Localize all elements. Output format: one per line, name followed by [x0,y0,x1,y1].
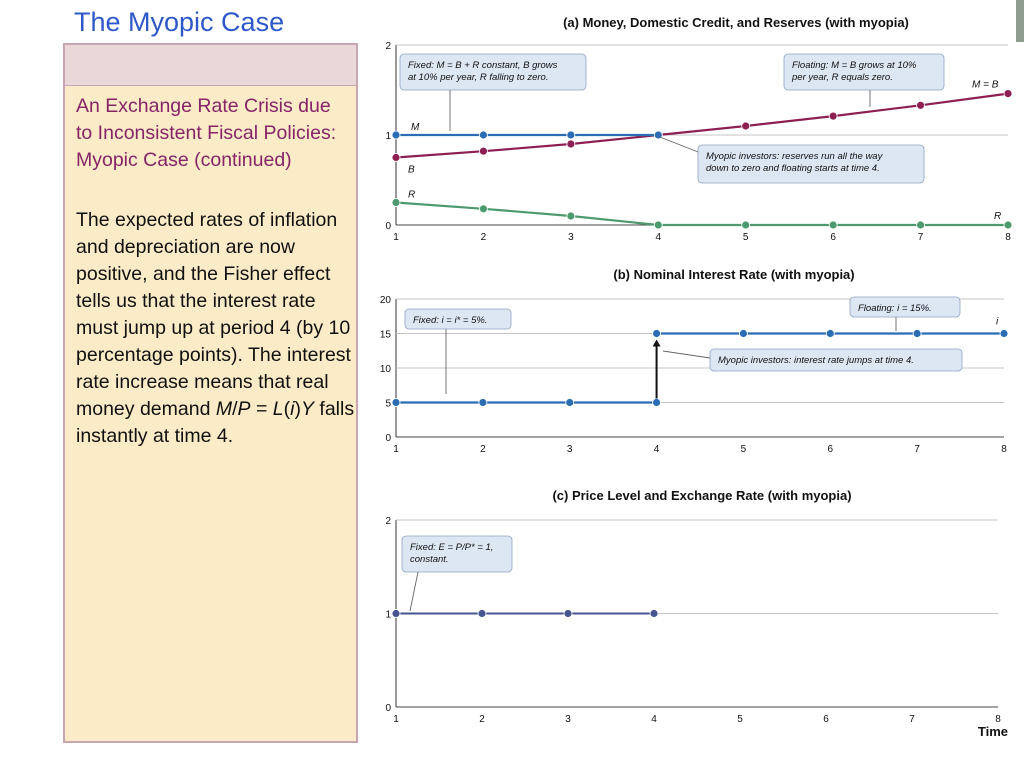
x-tick-label: 7 [917,232,924,243]
annotation-text: Fixed: M = B + R constant, B grows [408,60,558,71]
data-point [1004,90,1012,98]
x-tick-label: 1 [393,444,399,455]
data-point [392,131,400,139]
y-tick-label: 20 [379,295,391,306]
y-tick-label: 10 [379,364,391,375]
data-point [1000,330,1008,338]
data-point [479,147,487,155]
charts-svg [360,0,1016,744]
x-tick-label: 1 [393,232,399,243]
x-tick-label: 2 [480,232,487,243]
annotation-text: per year, R equals zero. [792,72,893,83]
data-point [829,112,837,120]
x-tick-label: 2 [480,444,486,455]
x-tick-label: 3 [568,232,574,243]
slide-title: The Myopic Case [74,7,285,37]
x-axis-label: Time [977,724,1008,739]
jump-arrow-head [653,340,661,347]
data-point [564,610,572,618]
data-point [479,399,487,407]
data-point [567,212,575,220]
data-point [913,330,921,338]
body-text-part: falls instantly at time 4. [76,398,355,447]
x-tick-label: 8 [995,714,1001,725]
slide-title-area [0,0,360,42]
series-line-r [396,203,1008,226]
series-label-R: R [408,189,416,201]
y-tick-label: 0 [385,433,391,444]
data-point [650,610,658,618]
data-point [742,122,750,130]
y-tick-label: 2 [385,516,391,527]
data-point [567,131,575,139]
y-tick-label: 1 [385,609,391,621]
data-point [392,610,400,618]
y-tick-label: 15 [379,329,391,341]
var-L: L [272,398,284,420]
annotation-text: down to zero and floating starts at time 4. [706,163,880,174]
y-tick-label: 5 [385,398,391,410]
x-tick-label: 1 [393,714,399,725]
x-tick-label: 4 [651,714,657,725]
x-tick-label: 8 [1005,232,1011,243]
annotation-text: Floating: i = 15%. [858,303,932,314]
annotation-text: constant. [410,554,449,565]
y-tick-label: 0 [385,703,391,714]
data-point [392,154,400,162]
chart-title: (c) Price Level and Exchange Rate (with myopia) [552,488,852,503]
data-point [479,131,487,139]
data-point [829,221,837,229]
y-tick-label: 1 [385,131,391,142]
annotation-text: Myopic investors: reserves run all the way [706,151,883,162]
slide-body-text [76,207,356,450]
x-tick-label: 4 [655,232,662,243]
series-label-i: i [996,316,999,328]
figure-area [360,0,1016,744]
y-tick-label: 0 [385,221,391,232]
slide-subtitle: An Exchange Rate Crisis due to Inconsistent Fiscal Policies: Myopic Case (continued) [76,95,337,171]
x-tick-label: 5 [740,444,747,455]
x-tick-label: 8 [1001,444,1007,455]
slash-symbol: / [232,398,238,420]
data-point [566,399,574,407]
panel-header [65,45,356,86]
data-point [479,205,487,213]
data-point [1004,221,1012,229]
chart-title: (b) Nominal Interest Rate (with myopia) [613,267,855,282]
annotation-text: Myopic investors: interest rate jumps at time 4. [718,355,914,366]
x-tick-label: 5 [742,232,749,243]
x-tick-label: 5 [737,714,743,725]
x-tick-label: 4 [653,444,660,455]
data-point [653,330,661,338]
series-label-M: M [411,122,420,133]
x-tick-label: 6 [827,444,834,455]
x-tick-label: 3 [565,714,571,725]
close-paren: ) [294,398,301,420]
var-P: P [237,398,251,420]
x-tick-label: 6 [823,714,829,725]
annotation-text: at 10% per year, R falling to zero. [408,72,549,83]
data-point [478,610,486,618]
series-label-B: B [408,164,415,176]
y-tick-label: 2 [385,41,391,52]
data-point [392,199,400,207]
annotation-leader [663,351,710,358]
data-point [567,140,575,148]
annotation-leader [660,137,698,152]
data-point [653,399,661,407]
chart-title: (a) Money, Domestic Credit, and Reserves (with myopia) [563,15,909,30]
x-tick-label: 6 [830,232,836,243]
data-point [739,330,747,338]
annotation-text: Floating: M = B grows at 10% [792,60,917,71]
open-paren: ( [283,398,291,420]
equals-symbol: = [250,398,273,420]
body-text-part: The expected rates of inflation and depreciation are now positive, and the Fisher effect tells us that the interest rate must jump up at period 4 (by 10 percentage points). The interest rate increase means that real money demand [76,209,351,420]
x-tick-label: 7 [909,714,915,725]
var-M: M [215,398,233,420]
data-point [742,221,750,229]
data-point [826,330,834,338]
data-point [917,101,925,109]
x-tick-label: 7 [914,444,920,455]
x-tick-label: 2 [479,714,485,725]
data-point [917,221,925,229]
var-i: i [290,398,295,420]
annotation-leader [410,572,418,611]
x-tick-label: 3 [566,444,573,455]
data-point [392,399,400,407]
series-label-R-end: R [994,211,1002,222]
data-point [654,221,662,229]
annotation-text: Fixed: i = i* = 5%. [413,315,488,326]
annotation-text: Fixed: E = P/P* = 1, [410,542,494,553]
series-label-M-equals-B: M = B [972,79,999,91]
var-Y: Y [300,398,314,420]
content-panel [63,43,358,743]
